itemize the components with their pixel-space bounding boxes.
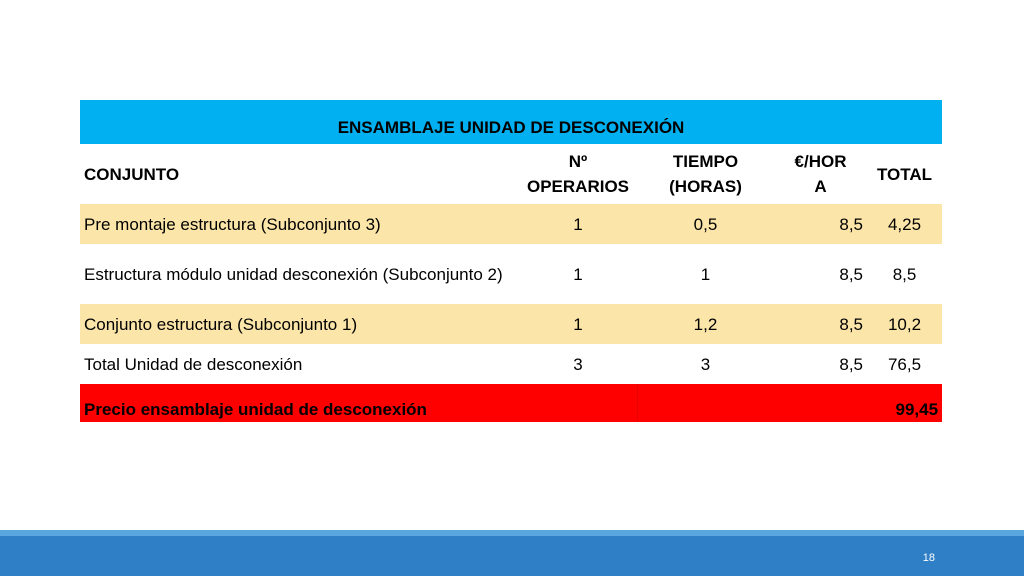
cell-euro-hora: 8,5: [774, 304, 867, 344]
header-total: TOTAL: [876, 164, 933, 184]
cell-tiempo: 0,5: [637, 204, 774, 244]
summary-label: Precio ensamblaje unidad de desconexión: [80, 384, 519, 422]
table-row: [80, 204, 942, 244]
cell-operarios: 1: [519, 244, 637, 304]
summary-value: 99,45: [774, 384, 942, 422]
cell-total: 10,2: [867, 304, 942, 344]
cost-table: [80, 100, 942, 422]
cell-euro-hora: 8,5: [774, 344, 867, 384]
header-operarios: Nº OPERARIOS: [526, 152, 630, 196]
summary-empty-cell: [637, 384, 774, 422]
page-number: 18: [922, 552, 935, 564]
summary-empty-cell: [519, 384, 637, 422]
header-euro-hora: €/HOR A: [794, 152, 847, 196]
table-title: ENSAMBLAJE UNIDAD DE DESCONEXIÓN: [80, 100, 942, 144]
summary-row: [80, 384, 942, 422]
table-row: [80, 244, 942, 304]
cell-total: 8,5: [867, 244, 942, 304]
cell-conjunto: Conjunto estructura (Subconjunto 1): [80, 304, 519, 344]
footer-bar: [0, 536, 1024, 576]
cell-euro-hora: 8,5: [774, 244, 867, 304]
table-row: [80, 304, 942, 344]
cell-operarios: 3: [519, 344, 637, 384]
cell-conjunto: Pre montaje estructura (Subconjunto 3): [80, 204, 519, 244]
header-conjunto: CONJUNTO: [84, 164, 180, 184]
cell-operarios: 1: [519, 304, 637, 344]
cell-conjunto: Estructura módulo unidad desconexión (Subconjunto 2): [80, 244, 519, 304]
table-header-row: [80, 144, 942, 204]
cell-operarios: 1: [519, 204, 637, 244]
cell-tiempo: 1,2: [637, 304, 774, 344]
header-tiempo: TIEMPO (HORAS): [669, 152, 742, 196]
cell-total: 4,25: [867, 204, 942, 244]
cell-total: 76,5: [867, 344, 942, 384]
cell-tiempo: 1: [637, 244, 774, 304]
cell-conjunto: Total Unidad de desconexión: [80, 344, 519, 384]
table-title-row: [80, 100, 942, 144]
cell-euro-hora: 8,5: [774, 204, 867, 244]
cell-tiempo: 3: [637, 344, 774, 384]
table-row: [80, 344, 942, 384]
